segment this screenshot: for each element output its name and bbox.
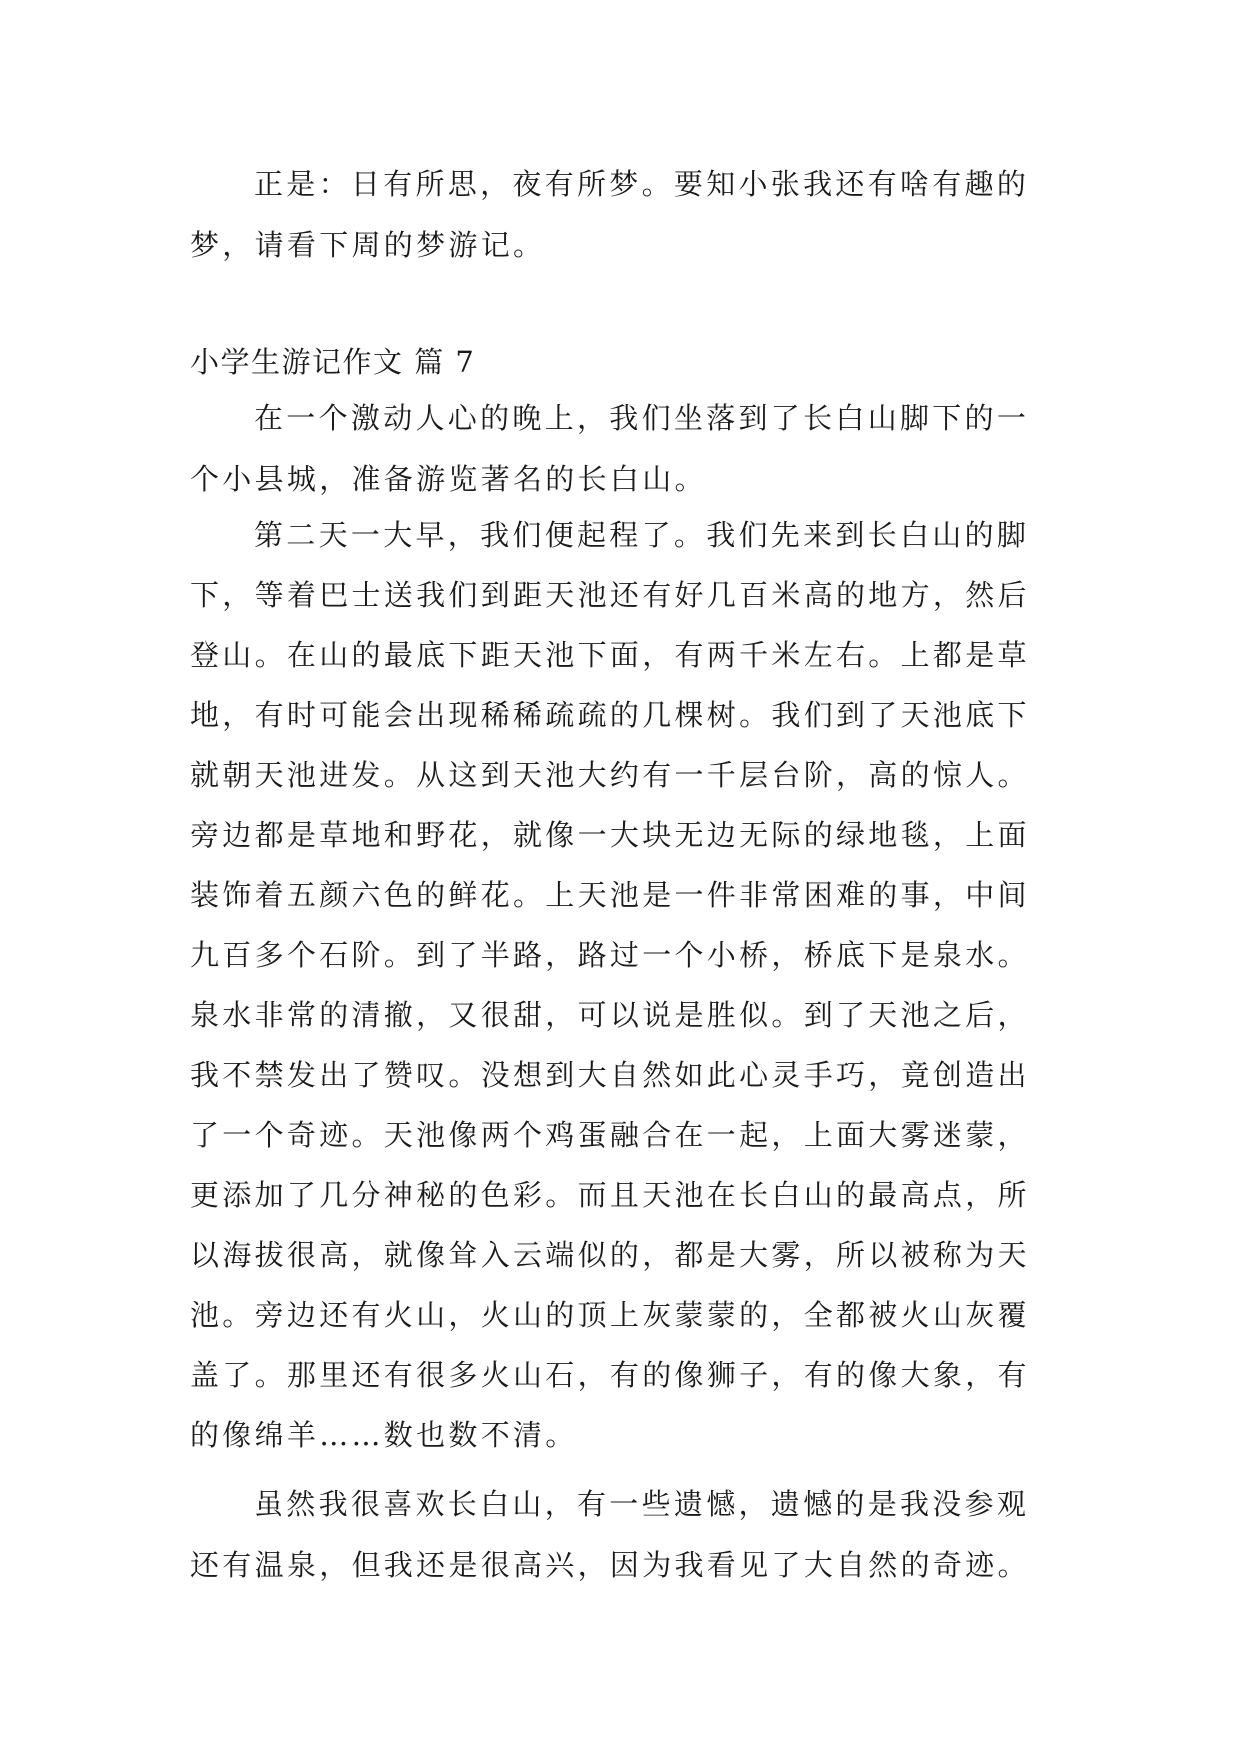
paragraph-line: 装饰着五颜六色的鲜花。上天池是一件非常困难的事，中间 (190, 878, 1030, 912)
paragraph-line: 的像绵羊……数也数不清。 (190, 1418, 578, 1452)
section-heading: 小学生游记作文 篇 7 (190, 345, 476, 379)
paragraph-line: 了一个奇迹。天池像两个鸡蛋融合在一起，上面大雾迷蒙， (190, 1118, 1030, 1152)
paragraph-line: 下，等着巴士送我们到距天池还有好几百米高的地方，然后 (190, 578, 1030, 612)
paragraph-line: 个小县城，准备游览著名的长白山。 (190, 462, 707, 496)
paragraph-line: 在一个激动人心的晚上，我们坐落到了长白山脚下的一 (254, 401, 1030, 435)
paragraph-line: 登山。在山的最底下距天池下面，有两千米左右。上都是草 (190, 638, 1030, 672)
paragraph-line: 虽然我很喜欢长白山，有一些遗憾，遗憾的是我没参观 (254, 1487, 1030, 1521)
paragraph-line: 泉水非常的清撤，又很甜，可以说是胜似。到了天池之后， (190, 998, 1030, 1032)
paragraph-line: 地，有时可能会出现稀稀疏疏的几棵树。我们到了天池底下 (190, 698, 1030, 732)
paragraph-line: 旁边都是草地和野花，就像一大块无边无际的绿地毯，上面 (190, 818, 1030, 852)
paragraph-line: 正是：日有所思，夜有所梦。要知小张我还有啥有趣的 (254, 167, 1030, 201)
paragraph-line: 还有温泉，但我还是很高兴，因为我看见了大自然的奇迹。 (190, 1548, 1030, 1582)
paragraph-line: 以海拔很高，就像耸入云端似的，都是大雾，所以被称为天 (190, 1238, 1030, 1272)
paragraph-line: 更添加了几分神秘的色彩。而且天池在长白山的最高点，所 (190, 1178, 1030, 1212)
paragraph-line: 就朝天池进发。从这到天池大约有一千层台阶，高的惊人。 (190, 758, 1030, 792)
paragraph-line: 我不禁发出了赞叹。没想到大自然如此心灵手巧，竟创造出 (190, 1058, 1030, 1092)
paragraph-line: 第二天一大早，我们便起程了。我们先来到长白山的脚 (254, 518, 1030, 552)
paragraph-line: 梦，请看下周的梦游记。 (190, 228, 546, 262)
paragraph-line: 盖了。那里还有很多火山石，有的像狮子，有的像大象，有 (190, 1358, 1030, 1392)
paragraph-line: 池。旁边还有火山，火山的顶上灰蒙蒙的，全都被火山灰覆 (190, 1298, 1030, 1332)
paragraph-line: 九百多个石阶。到了半路，路过一个小桥，桥底下是泉水。 (190, 938, 1030, 972)
